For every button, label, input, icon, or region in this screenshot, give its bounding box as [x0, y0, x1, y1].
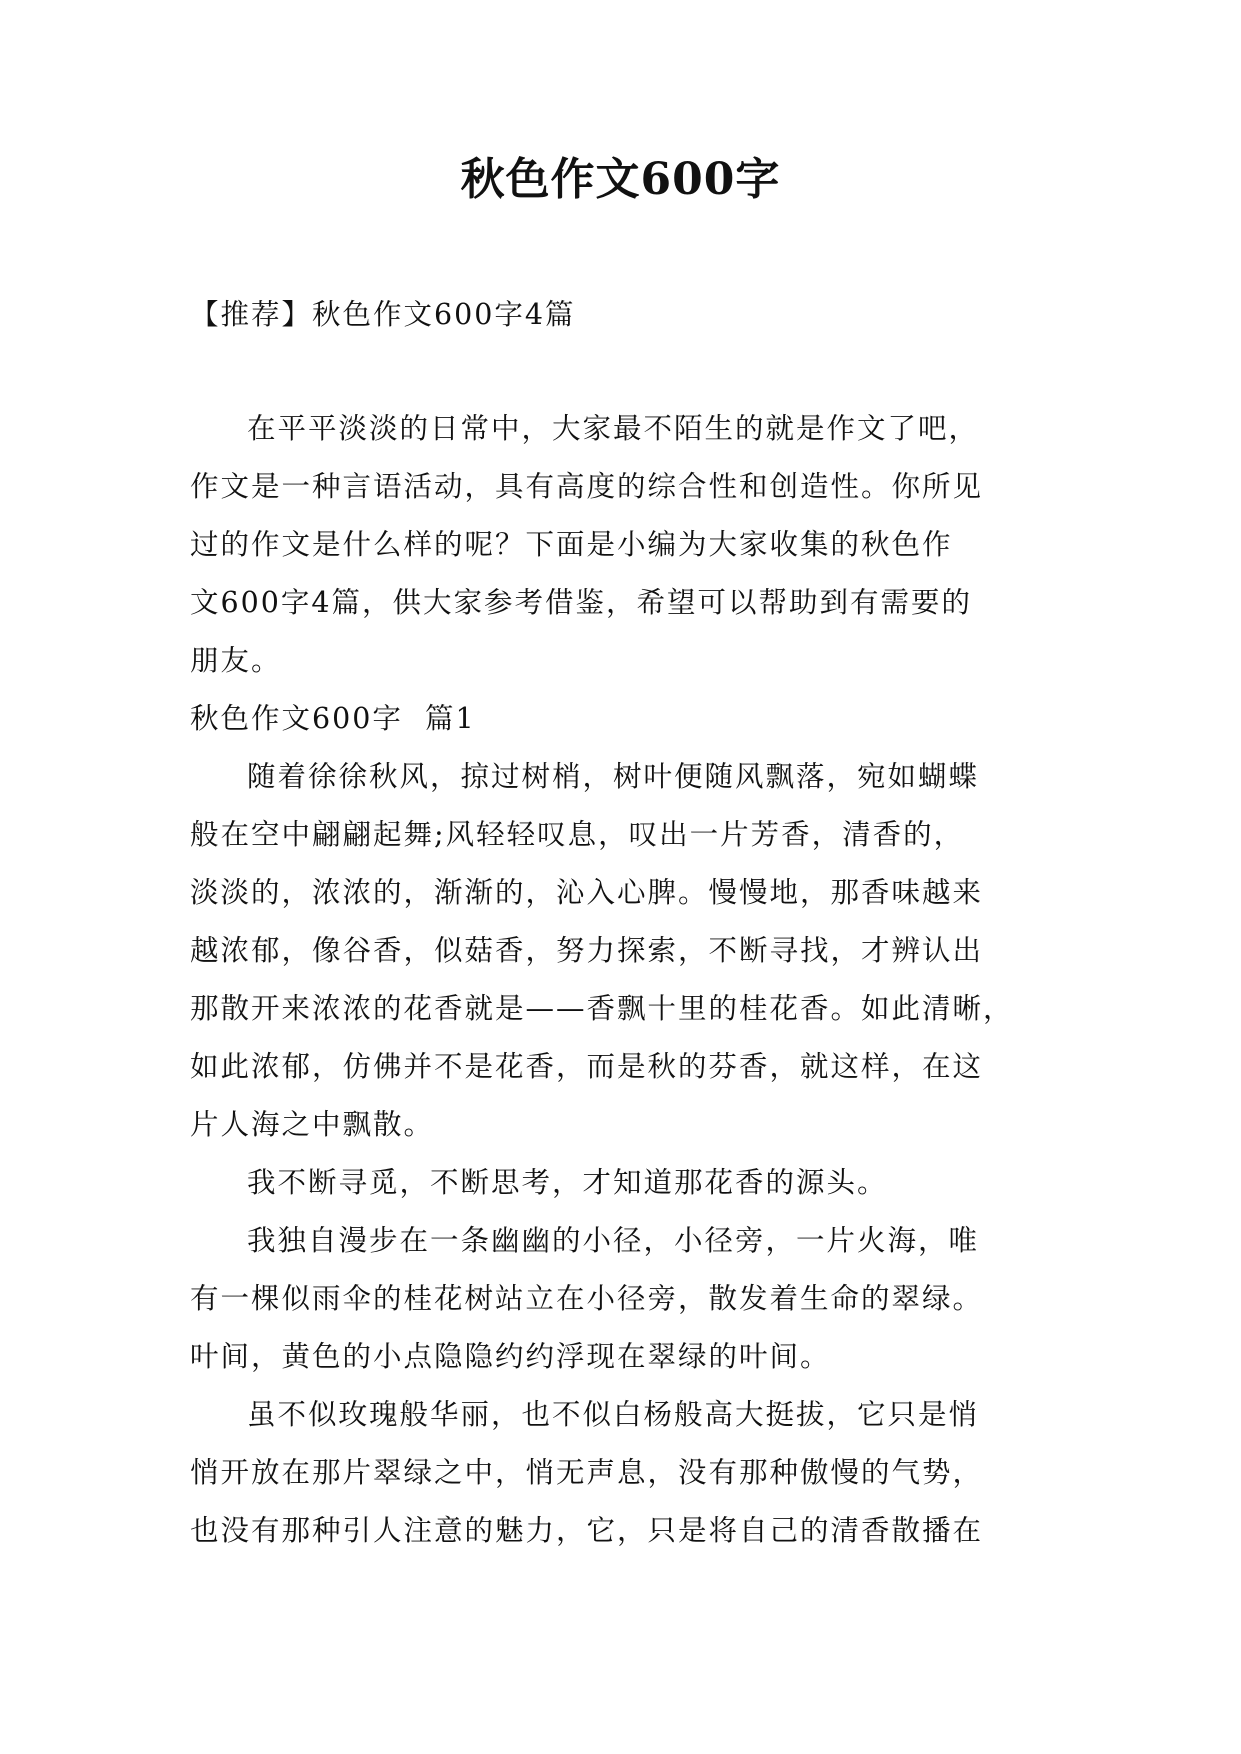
text-line: 片人海之中飘散。: [190, 1108, 435, 1141]
document-subtitle: 【推荐】秋色作文600字4篇: [190, 298, 576, 331]
body-paragraph: [190, 1154, 1070, 1212]
body-paragraph: [190, 1386, 1070, 1560]
text-line: 虽不似玫瑰般华丽，也不似白杨般高大挺拔，它只是悄: [247, 1398, 980, 1431]
text-line: 文600字4篇，供大家参考借鉴，希望可以帮助到有需要的: [190, 586, 973, 619]
text-line: 朋友。: [190, 644, 282, 677]
body-paragraph: [190, 748, 1070, 1154]
text-line: 那散开来浓浓的花香就是——香飘十里的桂花香。如此清晰，: [190, 992, 1014, 1025]
text-line: 作文是一种言语活动，具有高度的综合性和创造性。你所见: [190, 470, 984, 503]
text-line: 在平平淡淡的日常中，大家最不陌生的就是作文了吧，: [247, 412, 980, 445]
text-line: 叶间，黄色的小点隐隐约约浮现在翠绿的叶间。: [190, 1340, 831, 1373]
text-line: 越浓郁，像谷香，似菇香，努力探索，不断寻找，才辨认出: [190, 934, 984, 967]
document-body: [190, 286, 1070, 1560]
text-line: 淡淡的，浓浓的，渐渐的，沁入心脾。慢慢地，那香味越来: [190, 876, 984, 909]
text-line: 随着徐徐秋风，掠过树梢，树叶便随风飘落，宛如蝴蝶: [247, 760, 980, 793]
section-heading: 秋色作文600字 篇1: [190, 702, 476, 735]
text-line: 过的作文是什么样的呢？下面是小编为大家收集的秋色作: [190, 528, 953, 561]
body-paragraph: [190, 1212, 1070, 1386]
text-line: 有一棵似雨伞的桂花树站立在小径旁，散发着生命的翠绿。: [190, 1282, 984, 1315]
text-line: 如此浓郁，仿佛并不是花香，而是秋的芬香，就这样，在这: [190, 1050, 984, 1083]
text-line: 也没有那种引人注意的魅力，它，只是将自己的清香散播在: [190, 1514, 984, 1547]
text-line: 般在空中翩翩起舞;风轻轻叹息，叹出一片芳香，清香的，: [190, 818, 965, 851]
text-line: 我不断寻觅，不断思考，才知道那花香的源头。: [247, 1166, 888, 1199]
intro-paragraph: [190, 400, 1070, 690]
text-line: 我独自漫步在一条幽幽的小径，小径旁，一片火海，唯: [247, 1224, 980, 1257]
document-title: 秋色作文600字: [460, 154, 781, 205]
text-line: 悄开放在那片翠绿之中，悄无声息，没有那种傲慢的气势，: [190, 1456, 984, 1489]
